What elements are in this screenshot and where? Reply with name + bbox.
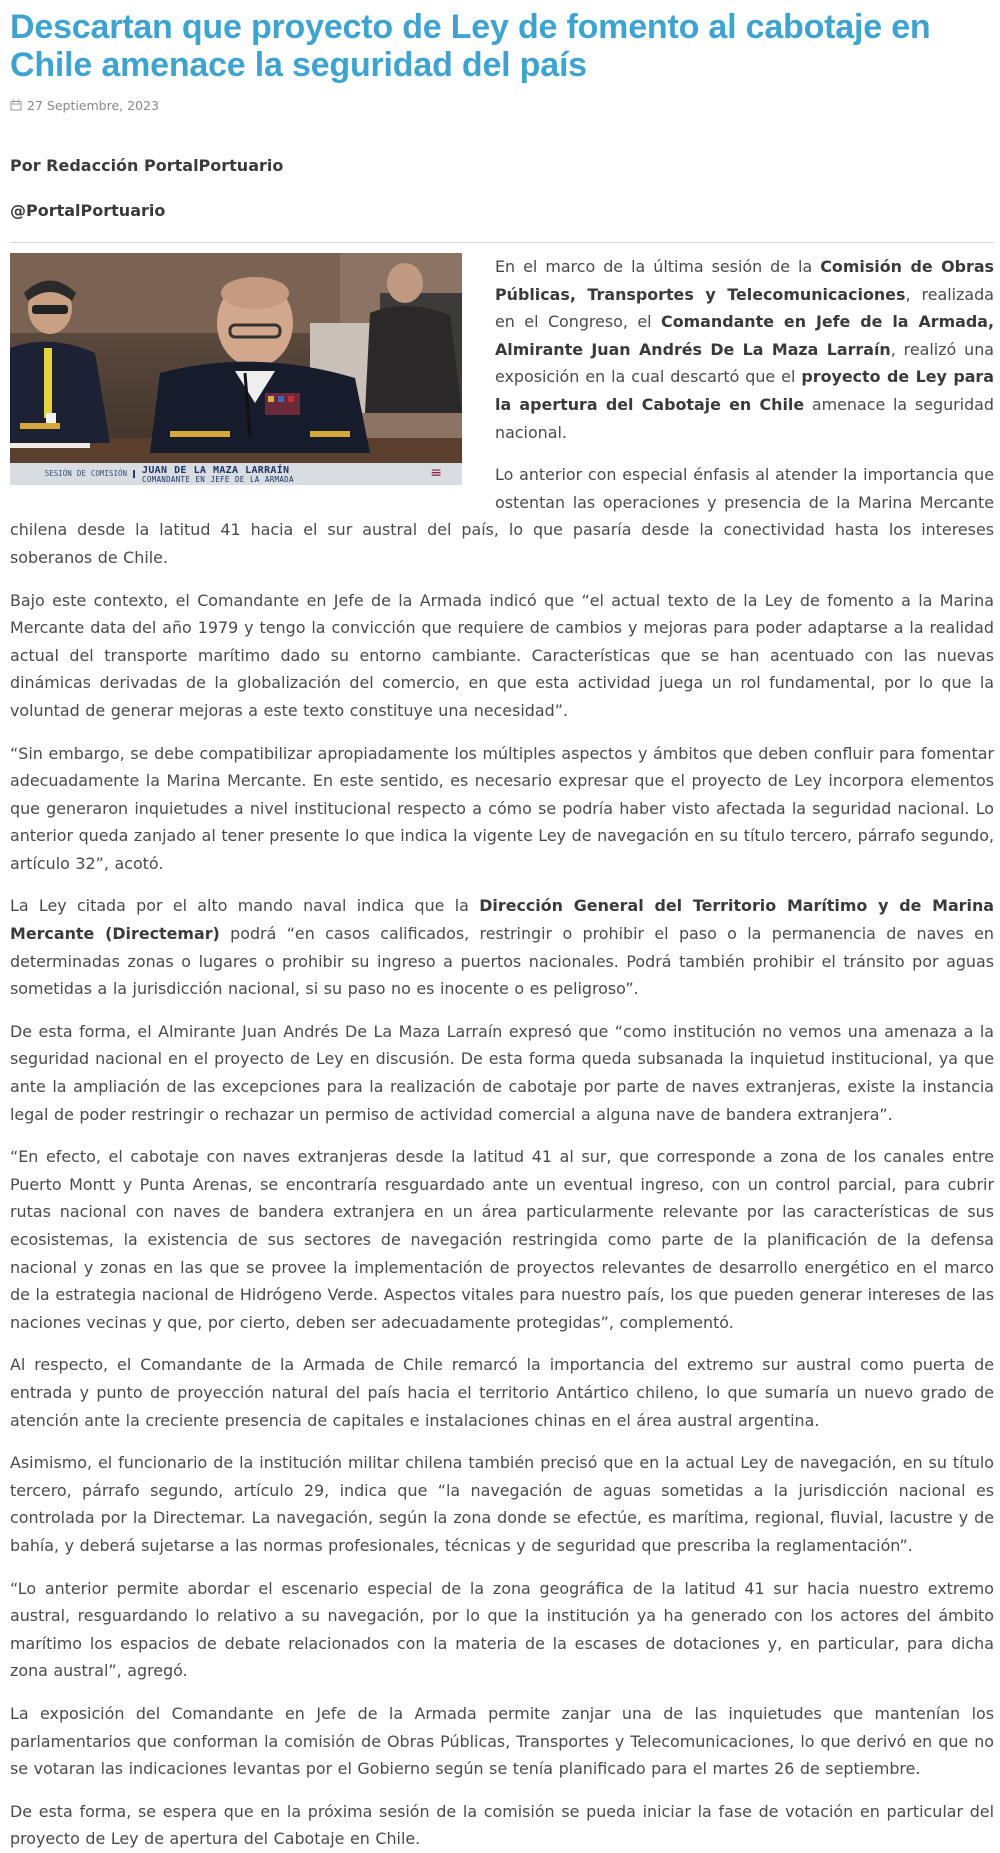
paragraph-2: Lo anterior con especial énfasis al atender la importancia que ostentan las operaciones y presencia de la Marina Mercante chilena desde la latitud 41 hacia el sur austral del país, lo que pasaría desde la conectividad hasta los intereses soberanos de Chile.	[10, 465, 994, 567]
paragraph-9: Asimismo, el funcionario de la institución militar chilena también precisó que en la actual Ley de navegación, en su título tercero, párrafo segundo, artículo 29, indica que “la navegación de aguas sometidas a la jurisdicción nacional es controlada por la Directemar. La navegación, según la zona donde se efectúe, es marítima, regional, fluvial, lacustre y de bahía, y deberá sujetarse a las normas profesionales, técnicas y de seguridad que prescriba la reglamentación”.	[10, 1453, 994, 1555]
article-body	[10, 253, 994, 1853]
calendar-icon	[10, 99, 22, 111]
paragraph-3: Bajo este contexto, el Comandante en Jefe de la Armada indicó que “el actual texto de la Ley de fomento a la Marina Mercante data del año 1979 y tengo la convicción que requiere de cambios y mejoras para poder adaptarse a la realidad actual del transporte marítimo dado su entorno cambiante. Características que se han acentuado con las nuevas dinámicas derivadas de la globalización del comercio, en que esta actividad juega un rol fundamental, por lo que la voluntad de generar mejoras a este texto constituye una necesidad”.	[10, 590, 994, 720]
article-photo	[10, 253, 462, 485]
paragraph-1: En el marco de la última sesión de la Comisión de Obras Públicas, Transportes y Telecomunicaciones, realizada en el Congreso, el Comandante en Jefe de la Armada, Almirante Juan Andrés De La Maza Larraín, realizó una exposición en la cual descartó que el proyecto de Ley para la apertura del Cabotaje en Chile amenace la seguridad nacional.	[495, 257, 995, 442]
caption-name: JUAN DE LA MAZA LARRAÍN	[142, 464, 290, 476]
paragraph-11: La exposición del Comandante en Jefe de la Armada permite zanjar una de las inquietudes que mantenían los parlamentarios que conforman la comisión de Obras Públicas, Transportes y Telecomunicaciones, lo que derivó en que no se votaran las indicaciones levantas por el Gobierno según se tenía planificado para el martes 26 de septiembre.	[10, 1703, 994, 1779]
paragraph-4: “Sin embargo, se debe compatibilizar apropiadamente los múltiples aspectos y ámbitos que deben confluir para fomentar adecuadamente la Marina Mercante. En este sentido, es necesario expresar que el proyecto de Ley incorpora elementos que generaron inquietudes a nivel institucional respecto a cómo se podría haber visto afectada la seguridad nacional. Lo anterior queda zanjado al tener presente lo que indica la vigente Ley de navegación en su título tercero, párrafo segundo, artículo 32”, acotó.	[10, 743, 994, 873]
article-container	[10, 8, 994, 1853]
photo-caption-bar	[10, 463, 462, 485]
publish-date: 27 Septiembre, 2023	[27, 97, 159, 113]
paragraph-5: La Ley citada por el alto mando naval indica que la Dirección General del Territorio Marítimo y de Marina Mercante (Directemar) podrá “en casos calificados, restringir o prohibir el paso o la permanencia de naves en determinadas zonas o lugares o prohibir su ingreso a puertos nacionales. Podrá también prohibir el tránsito por aguas sometidas a la jurisdicción nacional, si su paso no es inocente o es peligroso”.	[10, 896, 994, 999]
author-byline: Por Redacción PortalPortuario	[10, 156, 284, 175]
paragraph-8: Al respecto, el Comandante de la Armada de Chile remarcó la importancia del extremo sur austral como puerta de entrada y punto de proyección natural del país hacia el territorio Antártico chileno, lo que sumaría un nuevo grado de atención ante la creciente presencia de capitales e instalaciones chinas en el área austral argentina.	[10, 1355, 994, 1430]
paragraph-12: De esta forma, se espera que en la próxima sesión de la comisión se pueda iniciar la fase de votación en particular del proyecto de Ley de apertura del Cabotaje en Chile.	[10, 1801, 994, 1849]
header-divider	[10, 242, 994, 243]
paragraph-7: “En efecto, el cabotaje con naves extranjeras desde la latitud 41 al sur, que corresponde a zona de los canales entre Puerto Montt y Punta Arenas, se encontraría resguardado ante un eventual ingreso, con un control parcial, para cubrir rutas nacional con naves de bandera extranjera en un área particularmente relevante por las características de sus ecosistemas, la existencia de sus sectores de navegación restringida como parte de la planificación de la defensa nacional y zonas en las que se provee la implementación de proyectos relevantes de desarrollo energético en el marco de la estrategia nacional de Hidrógeno Verde. Aspectos vitales para nuestro país, los que pueden generar intereses de las naciones vecinas y que, por cierto, deben ser adecuadamente protegidas”, complementó.	[10, 1147, 994, 1332]
caption-role: COMANDANTE EN JEFE DE LA ARMADA	[142, 474, 294, 484]
paragraph-6: De esta forma, el Almirante Juan Andrés De La Maza Larraín expresó que “como institución no vemos una amenaza a la seguridad nacional en el proyecto de Ley en discusión. De esta forma queda subsanada la inquietud institucional, ya que ante la ampliación de las excepciones para la realización de cabotaje por parte de naves extranjeras, existe la instancia legal de poder restringir o rechazar un permiso de actividad comercial a alguna nave de bandera extranjera”.	[10, 1021, 994, 1124]
channel-logo-icon: ≡	[430, 465, 442, 481]
publish-date-row	[10, 96, 994, 114]
paragraph-10: “Lo anterior permite abordar el escenario especial de la zona geográfica de la latitud 41 sur hacia nuestro extremo austral, resguardando lo relativo a su navegación, por lo que la institución ya ha generado con los actores del ámbito marítimo los espacios de debate relacionados con la materia de la escases de dotaciones y, en particular, para dicha zona austral”, agregó.	[10, 1578, 994, 1681]
caption-text	[135, 465, 294, 484]
article-title: Descartan que proyecto de Ley de fomento al cabotaje en Chile amenace la seguridad del país	[10, 8, 931, 84]
author-handle: @PortalPortuario	[10, 201, 166, 220]
caption-session: SESIÓN DE COMISIÓN	[10, 470, 135, 478]
